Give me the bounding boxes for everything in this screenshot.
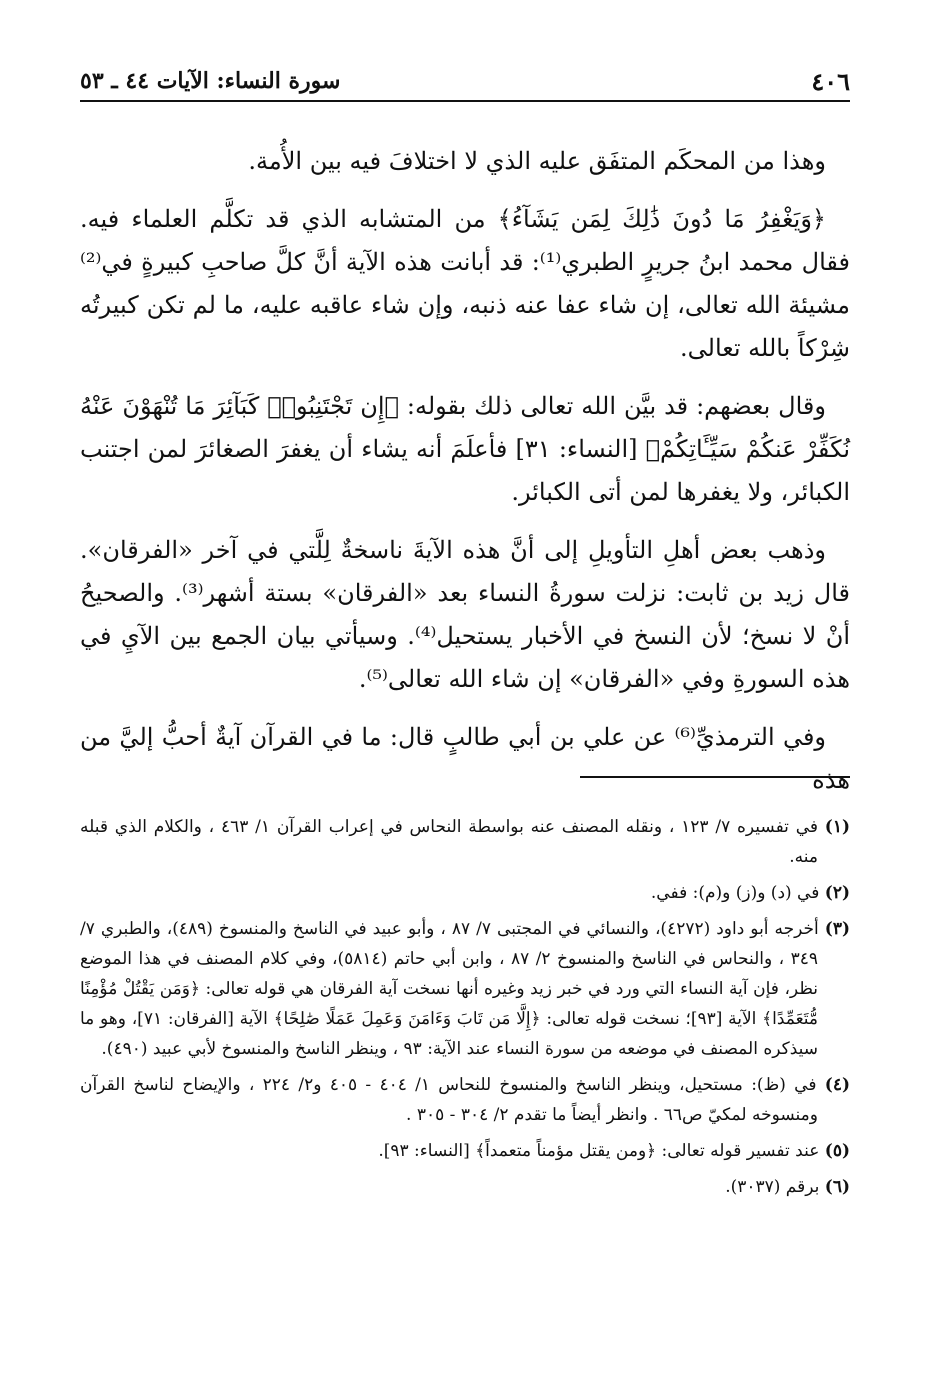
page-number: ٤٠٦: [811, 66, 850, 96]
footnote-text: في (د) و(ز) و(م): ففي.: [650, 883, 820, 903]
paragraph: وفي الترمذيِّ⁽⁶⁾ عن علي بن أبي طالبٍ قال: ما في القرآن آيةٌ أحبُّ إليَّ من هذه: [80, 723, 850, 794]
footnote: [80, 1172, 850, 1202]
main-text: [80, 140, 850, 817]
page-header: [80, 62, 850, 102]
footnote-number: (٥): [824, 1141, 850, 1161]
footnote-number: (١): [824, 817, 851, 837]
paragraph: ﴿وَيَغْفِرُ مَا دُونَ ذَٰلِكَ لِمَن يَشَآءُ﴾ من المتشابه الذي قد تكلَّم العلماء فيه. فقال محمد ابنُ جريرٍ الطبري⁽¹⁾: قد أبانت هذه الآية أنَّ كلَّ صاحبِ كبيرةٍ في⁽²⁾ مشيئة الله تعالى، إن شاء عفا عنه ذنبه، وإن شاء عاقبه عليه، ما لم تكن كبيرتُه شِرْكاً بالله تعالى.: [80, 205, 850, 362]
footnote-text: في (ظ): مستحيل، وينظر الناسخ والمنسوخ للنحاس ١/ ٤٠٤ - ٤٠٥ و٢/ ٢٢٤ ، والإيضاح لناسخ القرآن ومنسوخه لمكيّ ص٦٦ . وانظر أيضاً ما تقدم ٢/ ٣٠٤ - ٣٠٥ .: [80, 1075, 818, 1125]
footnote: [80, 914, 850, 1064]
paragraph: وقال بعضهم: قد بيَّن الله تعالى ذلك بقوله: ﴿إِن تَجْتَنِبُوا۟ كَبَآئِرَ مَا تُنْهَوْنَ عَنْهُ نُكَفِّرْ عَنكُمْ سَيِّـَٔاتِكُمْ﴾ [النساء: ٣١] فأعلَمَ أنه يشاء أن يغفرَ الصغائرَ لمن اجتنب الكبائر، ولا يغفرها لمن أتى الكبائر.: [80, 392, 851, 506]
footnote-text: عند تفسير قوله تعالى: ﴿ومن يقتل مؤمناً متعمداً﴾ [النساء: ٩٣].: [378, 1141, 820, 1161]
footnote: [80, 878, 850, 908]
footnote-text: أخرجه أبو داود (٤٢٧٢)، والنسائي في المجتبى ٧/ ٨٧ ، وأبو عبيد في الناسخ والمنسوخ (٤٨٩)، والطبري ٧/ ٣٤٩ ، والنحاس في الناسخ والمنسوخ ٢/ ٨٧ ، وابن أبي حاتم (٥٨١٤)، وفي كلام المصنف في هذا الموضع نظر، فإن آية النساء التي ورد في خبر زيد وغيره أنها نسخت آية الفرقان هي قوله تعالى: ﴿وَمَن يَقْتُلْ مُؤْمِنًا مُّتَعَمِّدًا﴾ الآية [٩٣]؛ نسخت قوله تعالى: ﴿إِلَّا مَن تَابَ وَءَامَنَ وَعَمِلَ عَمَلًا صَٰلِحًا﴾ الآية [الفرقان: ٧١]، وهو ما سيذكره المصنف في موضعه من سورة النساء عند الآية: ٩٣ ، وينظر الناسخ والمنسوخ لأبي عبيد (٤٩٠).: [80, 919, 819, 1059]
footnote-number: (٤): [824, 1075, 850, 1095]
paragraph: وذهب بعض أهلِ التأويلِ إلى أنَّ هذه الآيةَ ناسخةٌ لِلَّتي في آخر «الفرقان». قال زيد بن ثابت: نزلت سورةُ النساء بعد «الفرقان» بستة أشهر⁽³⁾. والصحيحُ أنْ لا نسخ؛ لأن النسخ في الأخبار يستحيل⁽⁴⁾. وسيأتي بيان الجمع بين الآيِ في هذه السورةِ وفي «الفرقان» إن شاء الله تعالى⁽⁵⁾.: [80, 536, 850, 693]
footnote-number: (٢): [824, 883, 850, 903]
footnote-number: (٣): [824, 919, 851, 939]
footnote-divider: [580, 776, 850, 778]
footnotes: [80, 812, 850, 1208]
footnote-text: برقم (٣٠٣٧).: [725, 1177, 820, 1197]
paragraph: وهذا من المحكَم المتفَق عليه الذي لا اختلافَ فيه بين الأُمة.: [248, 147, 826, 175]
running-title: سورة النساء: الآيات ٤٤ ـ ٥٣: [80, 68, 341, 94]
footnote: [80, 1136, 850, 1166]
footnote-text: في تفسيره ٧/ ١٢٣ ، ونقله المصنف عنه بواسطة النحاس في إعراب القرآن ١/ ٤٦٣ ، والكلام الذي قبله منه.: [80, 817, 818, 867]
footnote: [80, 1070, 850, 1130]
footnote-number: (٦): [824, 1177, 850, 1197]
footnote: [80, 812, 850, 872]
